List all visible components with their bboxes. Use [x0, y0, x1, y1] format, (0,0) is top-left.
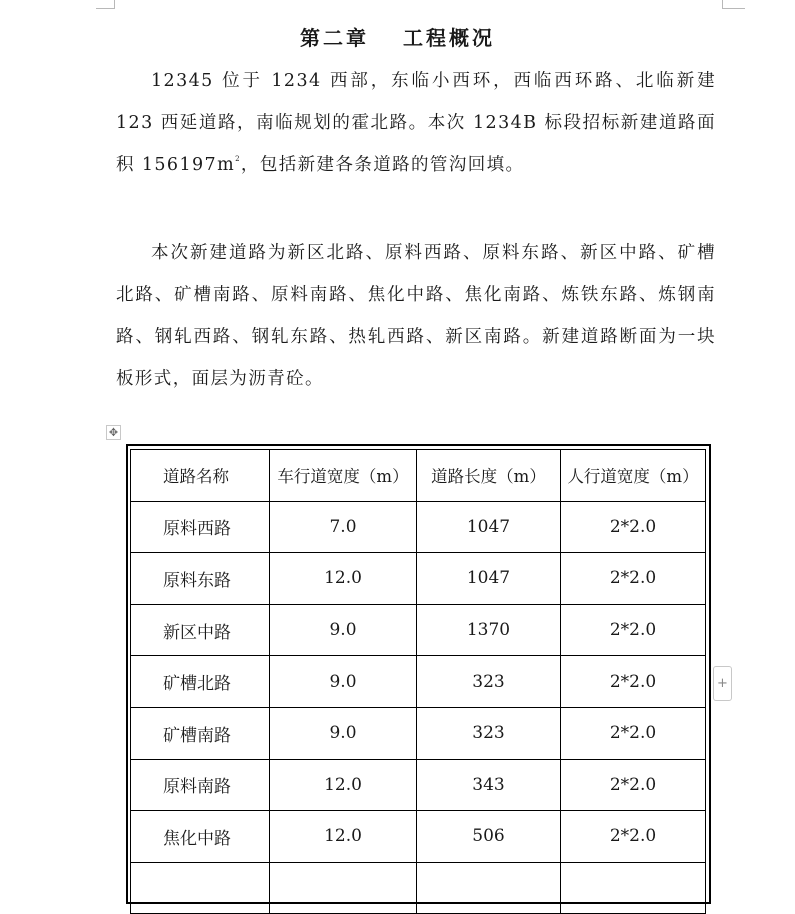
header-lane-width: 车行道宽度（m） — [270, 450, 417, 502]
cell-sidewalk-width: 2*2.0 — [561, 501, 706, 553]
table-row — [131, 707, 706, 759]
header-sidewalk-width: 人行道宽度（m） — [561, 450, 706, 502]
chapter-number: 第二章 — [300, 26, 369, 50]
page-corner-mark-right — [722, 0, 745, 9]
cell-lane-width: 7.0 — [270, 501, 417, 553]
chapter-title — [0, 22, 795, 51]
cell-sidewalk-width: 2*2.0 — [561, 553, 706, 605]
cell-sidewalk-width: 2*2.0 — [561, 604, 706, 656]
header-road-name: 道路名称 — [131, 450, 270, 502]
cell-road-name: 原料南路 — [131, 759, 270, 811]
cell-road-length: 506 — [417, 811, 561, 863]
cell-road-length: 343 — [417, 759, 561, 811]
cell-sidewalk-width: 2*2.0 — [561, 656, 706, 708]
cell-road-name: 矿槽北路 — [131, 656, 270, 708]
cell-sidewalk-width: 2*2.0 — [561, 707, 706, 759]
cell-road-length: 1047 — [417, 501, 561, 553]
cell-road-name: 原料西路 — [131, 501, 270, 553]
cell-sidewalk-width: 2*2.0 — [561, 759, 706, 811]
cell-lane-width: 9.0 — [270, 656, 417, 708]
cell-road-length: 1370 — [417, 604, 561, 656]
table-header-row — [131, 450, 706, 502]
cell-road-length: 323 — [417, 656, 561, 708]
cell-road-length: 323 — [417, 707, 561, 759]
paragraph1-main: 12345 位于 1234 西部，东临小西环，西临西环路、北临新建 123 西延道路，南临规划的霍北路。本次 1234B 标段招标新建道路面积 156197m — [116, 71, 716, 175]
header-road-length: 道路长度（m） — [417, 450, 561, 502]
paragraph-overview — [116, 60, 716, 186]
cell-road-name: 焦化中路 — [131, 811, 270, 863]
cell-lane-width: 9.0 — [270, 707, 417, 759]
cell-road-name: 原料东路 — [131, 553, 270, 605]
add-column-icon[interactable]: + — [713, 666, 732, 701]
table-row — [131, 501, 706, 553]
paragraph1-tail: ，包括新建各条道路的管沟回填。 — [240, 155, 525, 175]
cell-lane-width: 9.0 — [270, 604, 417, 656]
cell-lane-width: 12.0 — [270, 553, 417, 605]
table-row — [131, 553, 706, 605]
table-row-partial — [131, 862, 706, 914]
page-corner-mark-left — [96, 0, 115, 9]
table-row — [131, 604, 706, 656]
area-unit-superscript: 2 — [235, 155, 241, 163]
cell-sidewalk-width: 2*2.0 — [561, 811, 706, 863]
cell-lane-width: 12.0 — [270, 759, 417, 811]
paragraph-roads: 本次新建道路为新区北路、原料西路、原料东路、新区中路、矿槽北路、矿槽南路、原料南路、焦化中路、焦化南路、炼铁东路、炼钢南路、钢轧西路、钢轧东路、热轧西路、新区南路。新建道路断面为一块板形式，面层为沥青砼。 — [116, 243, 716, 389]
cell-road-length: 1047 — [417, 553, 561, 605]
table-move-icon[interactable]: ✥ — [106, 425, 121, 440]
table-row — [131, 656, 706, 708]
cell-road-name: 新区中路 — [131, 604, 270, 656]
table-row — [131, 759, 706, 811]
table-row — [131, 811, 706, 863]
chapter-name: 工程概况 — [403, 26, 495, 50]
cell-lane-width: 12.0 — [270, 811, 417, 863]
cell-road-name: 矿槽南路 — [131, 707, 270, 759]
road-table — [130, 449, 706, 914]
